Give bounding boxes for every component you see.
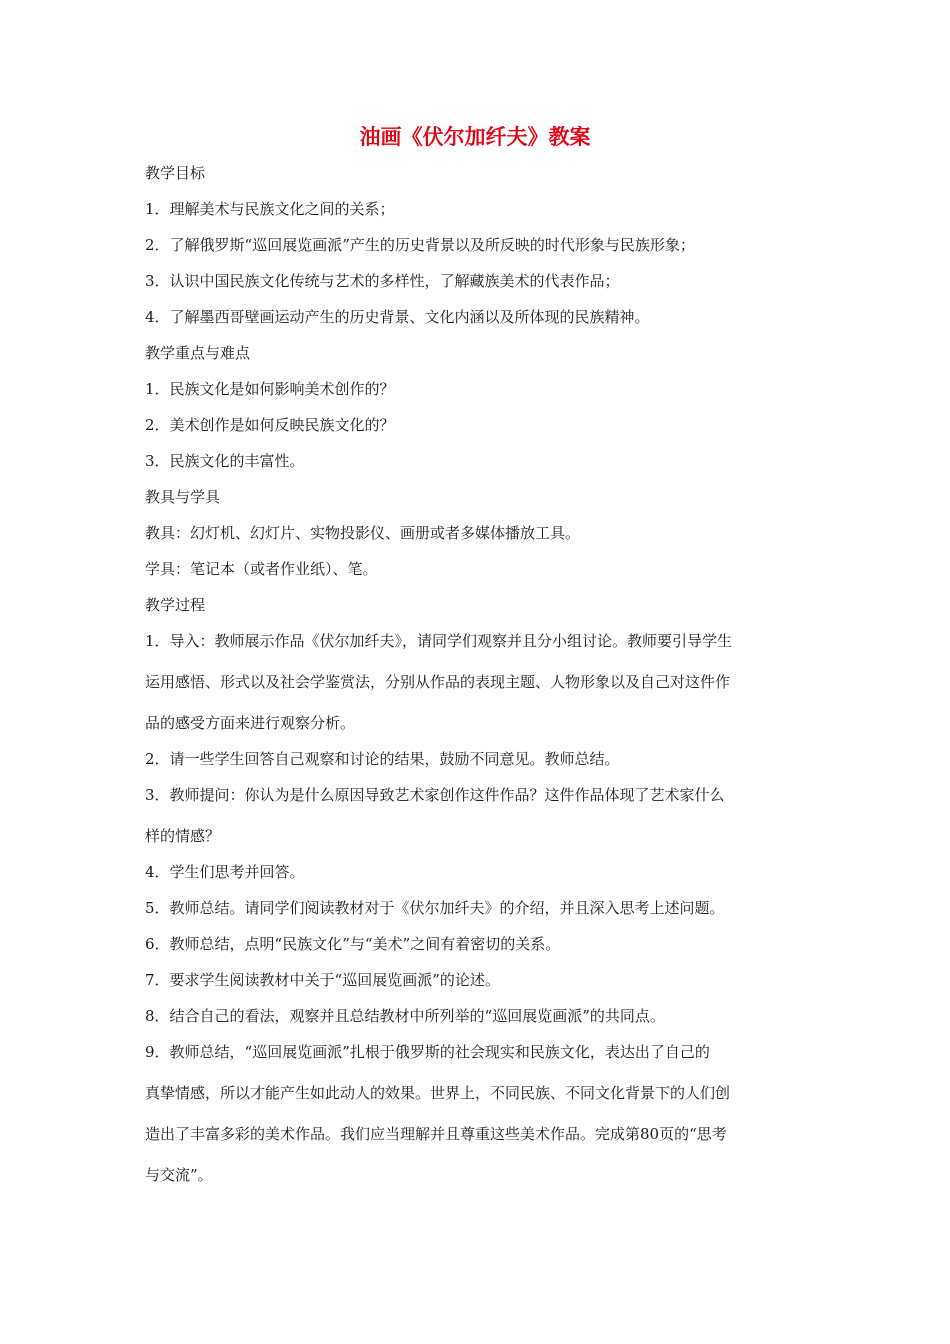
process-step-7: 7．要求学生阅读教材中关于“巡回展览画派”的论述。 — [145, 971, 500, 989]
key-point-3: 3．民族文化的丰富性。 — [145, 452, 305, 470]
heading-key-points: 教学重点与难点 — [145, 344, 251, 362]
process-step-2: 2．请一些学生回答自己观察和讨论的结果，鼓励不同意见。教师总结。 — [145, 750, 620, 768]
process-step-3-line-2: 样的情感？ — [145, 827, 221, 845]
process-step-1-line-1: 1．导入：教师展示作品《伏尔加纤夫》，请同学们观察并且分小组讨论。教师要引导学生 — [145, 632, 733, 650]
heading-teaching-goals: 教学目标 — [145, 164, 206, 182]
process-step-9-line-3: 造出了丰富多彩的美术作品。我们应当理解并且尊重这些美术作品。完成第80页的“思考 — [145, 1125, 727, 1143]
heading-process: 教学过程 — [145, 596, 206, 614]
heading-tools: 教具与学具 — [145, 488, 221, 506]
process-step-9-line-4: 与交流”。 — [145, 1166, 213, 1184]
goal-item-2: 2．了解俄罗斯“巡回展览画派”产生的历史背景以及所反映的时代形象与民族形象； — [145, 236, 695, 254]
process-step-9-line-2: 真挚情感，所以才能产生如此动人的效果。世界上，不同民族、不同文化背景下的人们创 — [145, 1084, 731, 1102]
process-step-8: 8．结合自己的看法，观察并且总结教材中所列举的“巡回展览画派”的共同点。 — [145, 1007, 665, 1025]
key-point-2: 2．美术创作是如何反映民族文化的？ — [145, 416, 395, 434]
process-step-6: 6．教师总结，点明“民族文化”与“美术”之间有着密切的关系。 — [145, 935, 561, 953]
goal-item-4: 4．了解墨西哥壁画运动产生的历史背景、文化内涵以及所体现的民族精神。 — [145, 308, 650, 326]
key-point-1: 1．民族文化是如何影响美术创作的？ — [145, 380, 395, 398]
goal-item-3: 3．认识中国民族文化传统与艺术的多样性，了解藏族美术的代表作品； — [145, 272, 620, 290]
tools-student: 学具：笔记本（或者作业纸）、笔。 — [145, 560, 378, 578]
tools-teacher: 教具：幻灯机、幻灯片、实物投影仪、画册或者多媒体播放工具。 — [145, 524, 581, 542]
process-step-3-line-1: 3．教师提问：你认为是什么原因导致艺术家创作这件作品？这件作品体现了艺术家什么 — [145, 786, 725, 804]
goal-item-1: 1．理解美术与民族文化之间的关系； — [145, 200, 395, 218]
process-step-1-line-2: 运用感悟、形式以及社会学鉴赏法，分别从作品的表现主题、人物形象以及自己对这件作 — [145, 673, 731, 691]
process-step-1-line-3: 品的感受方面来进行观察分析。 — [145, 714, 356, 732]
process-step-9-line-1: 9．教师总结，“巡回展览画派”扎根于俄罗斯的社会现实和民族文化，表达出了自己的 — [145, 1043, 710, 1061]
document-title: 油画《伏尔加纤夫》教案 — [359, 125, 591, 149]
process-step-4: 4．学生们思考并回答。 — [145, 863, 305, 881]
process-step-5: 5．教师总结。请同学们阅读教材对于《伏尔加纤夫》的介绍，并且深入思考上述问题。 — [145, 899, 725, 917]
